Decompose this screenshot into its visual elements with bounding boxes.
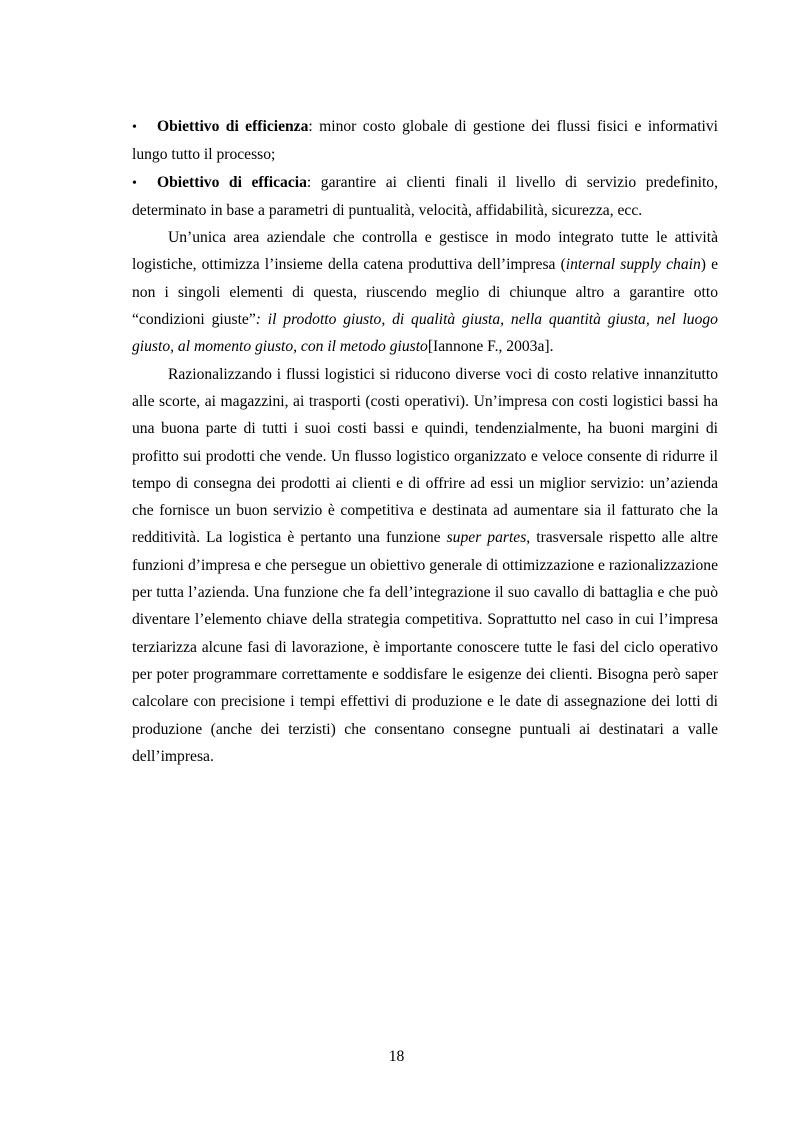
- bullet-icon: •: [132, 120, 137, 135]
- paragraph-rationalization: [132, 361, 718, 770]
- bullet-efficacy-text: : garantire ai clienti finali il livello di servizio predefinito, determinato in base a parametri di puntualità, velocità, affidabilità, sicurezza, ecc.: [132, 173, 719, 219]
- paragraph2-part1: Razionalizzando i flussi logistici si riducono diverse voci di costo relative innanzitutto alle scorte, ai magazzini, ai trasporti (costi operativi). Un’impresa con costi logistici bassi ha una buona parte di tutti i suoi costi bassi e quindi, tendenzialmente, ha buoni margini di profitto sui prodotti che vende. Un flusso logistico organizzato e veloce consente di ridurre il tempo di consegna dei prodotti ai clienti e di offrire ad essi un miglior servizio: un’azienda che fornisce un buon servizio è competitiva e destinata ad aumentare sia il fatturato che la redditività. La logistica è pertanto una funzione: [132, 365, 718, 547]
- bullet-efficiency-text: : minor costo globale di gestione dei flussi fisici e informativi lungo tutto il processo;: [132, 118, 719, 164]
- paragraph1-citation: [Iannone F., 2003a].: [427, 338, 554, 356]
- bullet-efficacy: [132, 169, 718, 225]
- body-text: [132, 113, 718, 770]
- paragraph1-italic2: : il prodotto giusto, di qualità giusta, nella quantità giusta, nel luogo giusto, al momento giusto, con il metodo giusto: [132, 311, 718, 356]
- paragraph1-italic1: internal supply chain: [565, 256, 701, 274]
- paragraph2-italic: super partes: [446, 529, 527, 547]
- bullet-efficiency-label: Obiettivo di efficienza: [157, 118, 309, 135]
- paragraph1-part1: Un’unica area aziendale che controlla e gestisce in modo integrato tutte le attività logistiche, ottimizza l’insieme della catena produttiva dell’impresa (: [132, 229, 718, 274]
- paragraph1-part2: ) e non i singoli elementi di questa, riuscendo meglio di chiunque altro a garantire otto “condizioni giuste”: [132, 256, 718, 329]
- paragraph-logistics-area: [132, 224, 718, 360]
- paragraph2-part2: , trasversale rispetto alle altre funzioni d’impresa e che persegue un obiettivo generale di ottimizzazione e razionalizzazione per tutta l’azienda. Una funzione che fa dell’integrazione il suo cavallo di battaglia e che può diventare l’elemento chiave della strategia competitiva. Soprattutto nel caso in cui l’impresa terziarizza alcune fasi di lavorazione, è importante conoscere tutte le fasi del ciclo operativo per poter programmare correttamente e soddisfare le esigenze dei clienti. Bisogna però saper calcolare con precisione i tempi effettivi di produzione e le date di assegnazione dei lotti di produzione (anche dei terzisti) che consentano consegne puntuali ai destinatari a valle dell’impresa.: [132, 529, 718, 765]
- page-number: 18: [388, 1048, 405, 1065]
- bullet-icon: •: [132, 175, 137, 191]
- bullet-efficiency: [132, 113, 718, 169]
- bullet-efficacy-label: Obiettivo di efficacia: [157, 173, 307, 191]
